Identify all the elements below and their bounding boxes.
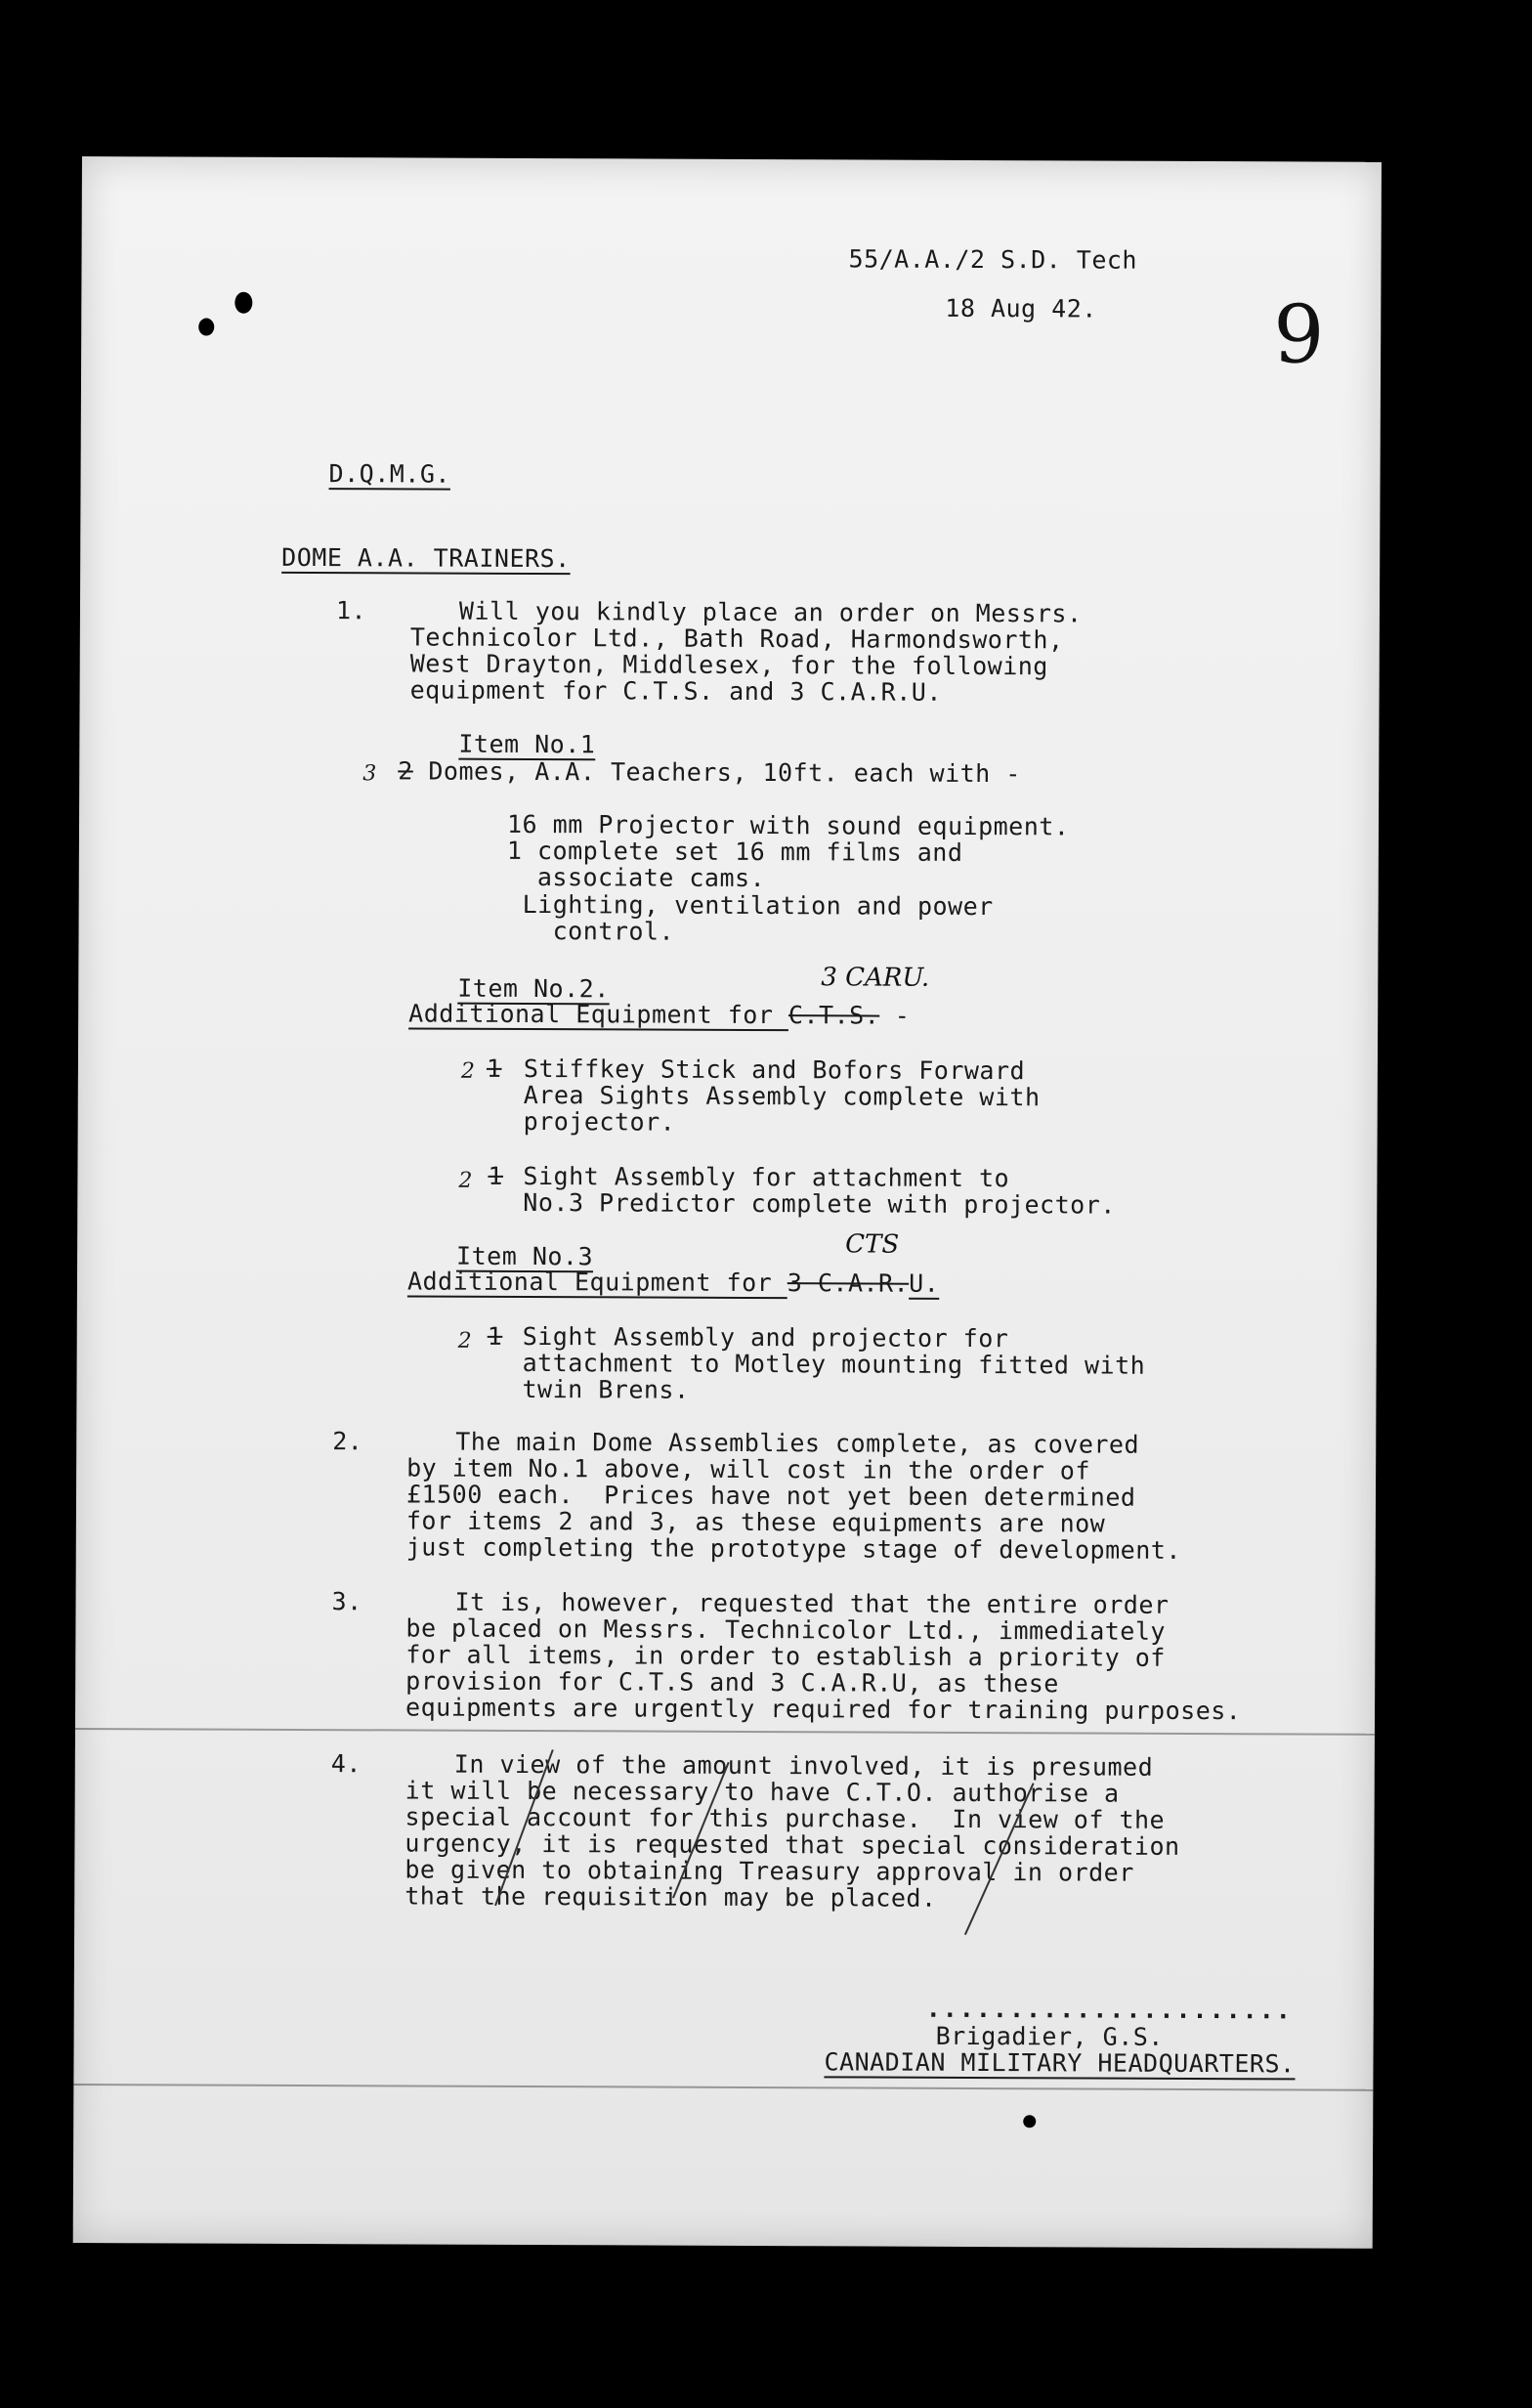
- item-2-heading: Item No.2.: [457, 973, 610, 1004]
- text-line: Technicolor Ltd., Bath Road, Harmondsworth,: [409, 623, 1064, 655]
- text-line: Sight Assembly for attachment to: [523, 1161, 1010, 1193]
- text-line: In view of the amount involved, it is presumed: [453, 1749, 1154, 1782]
- item-3-heading: Item No.3: [456, 1241, 594, 1271]
- item-1-heading: Item No.1: [458, 729, 596, 759]
- text-line: The main Dome Assemblies complete, as covered: [455, 1427, 1140, 1459]
- signature-line: ......................: [925, 1994, 1293, 2025]
- text-line: control.: [522, 916, 675, 946]
- struck-qty: 1: [486, 1054, 502, 1083]
- text-line: No.3 Predictor complete with projector.: [523, 1187, 1116, 1220]
- struck-qty: 1: [488, 1161, 504, 1190]
- text-line: Stiffkey Stick and Bofors Forward: [523, 1054, 1026, 1086]
- item-2-suffix: -: [879, 1001, 911, 1030]
- item-3-label: Additional Equipment for: [406, 1267, 787, 1298]
- text-line: associate cams.: [506, 862, 766, 893]
- text-line: special account for this purchase. In view of the: [404, 1802, 1166, 1834]
- paragraph-number: 1.: [335, 596, 367, 625]
- text-line: equipments are urgently required for training purposes.: [405, 1693, 1242, 1726]
- struck-qty: 1: [487, 1321, 503, 1351]
- scan-fold-line: [73, 2084, 1373, 2091]
- addressee: D.Q.M.G.: [328, 459, 451, 489]
- item-2-line: [408, 1000, 910, 1029]
- text-line: projector.: [523, 1106, 676, 1137]
- text-line: £1500 each. Prices have not yet been determined: [405, 1480, 1136, 1512]
- text-line: urgency, it is requested that special consideration: [404, 1828, 1180, 1861]
- punch-mark: [198, 319, 214, 336]
- struck-qty: 2: [398, 756, 413, 786]
- text-line: Lighting, ventilation and power: [522, 889, 994, 922]
- item-2b-qty-handwritten: 2: [458, 1168, 473, 1193]
- text-line: 1 complete set 16 mm films and: [506, 836, 963, 867]
- item-3-line: [407, 1268, 939, 1297]
- text-line: 16 mm Projector with sound equipment.: [506, 809, 1070, 841]
- text-line: twin Brens.: [522, 1374, 690, 1404]
- text-line: West Drayton, Middlesex, for the following: [409, 649, 1048, 681]
- text-line: Sight Assembly and projector for: [522, 1321, 1009, 1354]
- item-2a-qty-handwritten: 2: [460, 1058, 475, 1084]
- folio-number: 9: [1273, 288, 1325, 382]
- signatory-organization: CANADIAN MILITARY HEADQUARTERS.: [824, 2047, 1296, 2079]
- text-line: be placed on Messrs. Technicolor Ltd., immediately: [405, 1613, 1167, 1646]
- text-line: Will you kindly place an order on Messrs.: [458, 596, 1083, 628]
- handwritten-annotation: CTS: [845, 1229, 900, 1260]
- item-2-label: Additional Equipment for: [408, 999, 789, 1030]
- reference-number: 55/A.A./2 S.D. Tech: [848, 244, 1138, 275]
- paragraph-number: 4.: [330, 1749, 362, 1779]
- item-1-text: Domes, A.A. Teachers, 10ft. each with -: [412, 756, 1021, 789]
- document-page: [73, 156, 1382, 2249]
- struck-text: C.T.S.: [787, 1001, 880, 1030]
- text-line: be given to obtaining Treasury approval in order: [404, 1855, 1134, 1887]
- text-line: for all items, in order to establish a priority of: [405, 1640, 1166, 1672]
- paragraph-number: 3.: [331, 1587, 362, 1616]
- text-line: attachment to Motley mounting fitted with: [522, 1348, 1146, 1380]
- item-1-qty-handwritten: 3: [362, 761, 377, 787]
- paragraph-number: 2.: [332, 1427, 363, 1456]
- text-line: provision for C.T.S and 3 C.A.R.U, as these: [405, 1666, 1059, 1698]
- item-3-qty-handwritten: 2: [457, 1328, 472, 1354]
- struck-text: 3 C.A.R.: [787, 1268, 910, 1298]
- punch-mark: [1023, 2115, 1036, 2128]
- punch-mark: [234, 292, 252, 314]
- text-line: equipment for C.T.S. and 3 C.A.R.U.: [409, 675, 942, 707]
- text-line: by item No.1 above, will cost in the order of: [406, 1453, 1091, 1485]
- document-date: 18 Aug 42.: [945, 293, 1097, 323]
- text-line: it will be necessary to have C.T.O. authorise a: [404, 1776, 1120, 1808]
- text-line: for items 2 and 3, as these equipments are now: [405, 1506, 1106, 1538]
- item-1-line: [398, 757, 1021, 788]
- text-line: just completing the prototype stage of development.: [405, 1532, 1181, 1565]
- handwritten-annotation: 3 CARU.: [821, 963, 930, 993]
- item-3-suffix: U.: [909, 1268, 940, 1298]
- scan-fold-line: [75, 1728, 1375, 1736]
- text-line: Area Sights Assembly complete with: [523, 1080, 1041, 1112]
- subject-heading: DOME A.A. TRAINERS.: [281, 542, 571, 574]
- text-line: that the requisition may be placed.: [404, 1881, 937, 1913]
- signatory-rank: Brigadier, G.S.: [935, 2021, 1164, 2051]
- text-line: It is, however, requested that the entire order: [454, 1587, 1170, 1619]
